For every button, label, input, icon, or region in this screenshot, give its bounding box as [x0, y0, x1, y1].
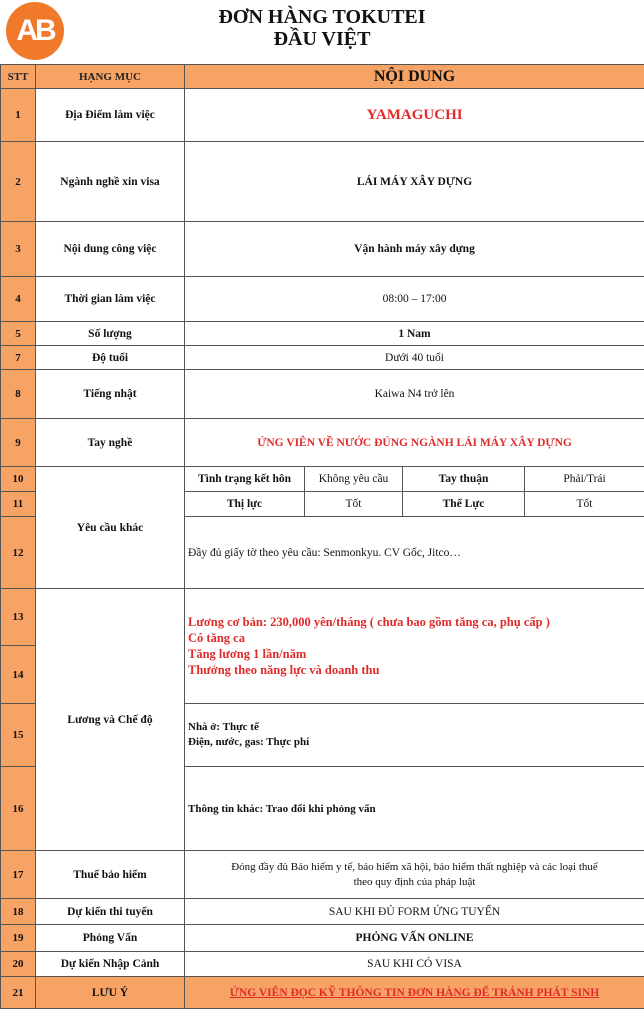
- row-category: Độ tuổi: [36, 346, 185, 370]
- vision-label: Thị lực: [185, 492, 305, 517]
- table-row: [1, 89, 644, 142]
- vision-value: Tốt: [305, 492, 403, 517]
- physical-label: Thể Lực: [403, 492, 525, 517]
- table-row: [1, 467, 644, 492]
- row-category: Thuế bảo hiểm: [36, 851, 185, 899]
- marital-status-label: Tình trạng kết hôn: [185, 467, 305, 492]
- salary-raise-line: Tăng lương 1 lần/năm: [188, 647, 307, 661]
- row-category: Dự kiến thi tuyển: [36, 899, 185, 925]
- logo-text: AB: [16, 14, 54, 47]
- table-row: [1, 589, 644, 646]
- row-category: LƯU Ý: [36, 977, 185, 1009]
- insurance-line-1: Đóng đầy đủ Bảo hiểm y tế, bảo hiểm xã hội, bảo hiểm thất nghiệp và các loại thuế: [231, 860, 598, 873]
- row-category: Ngành nghề xin visa: [36, 142, 185, 222]
- japanese-level-value: Kaiwa N4 trở lên: [185, 370, 644, 419]
- row-stt: 13: [1, 589, 36, 646]
- entry-date-value: SAU KHI CÓ VISA: [185, 952, 644, 977]
- header-category: HẠNG MỤC: [36, 65, 185, 89]
- row-category: Nội dung công việc: [36, 222, 185, 277]
- insurance-line-2: theo quy định của pháp luật: [353, 875, 476, 888]
- table-row: [1, 925, 644, 952]
- interview-value: PHỎNG VẤN ONLINE: [185, 925, 644, 952]
- row-stt: 11: [1, 492, 36, 517]
- row-stt: 15: [1, 704, 36, 767]
- dominant-hand-label: Tay thuận: [403, 467, 525, 492]
- required-documents-value: Đầy đủ giấy tờ theo yêu cầu: Senmonkyu. CV Gốc, Jitco…: [185, 517, 644, 589]
- row-category: Địa Điểm làm việc: [36, 89, 185, 142]
- row-stt: 2: [1, 142, 36, 222]
- row-stt: 8: [1, 370, 36, 419]
- table-row: [1, 142, 644, 222]
- table-row: [1, 419, 644, 467]
- row-stt: 14: [1, 646, 36, 704]
- utilities-line: Điện, nước, gas: Thực phí: [188, 736, 310, 748]
- job-content-value: Vận hành máy xây dựng: [185, 222, 644, 277]
- row-stt: 18: [1, 899, 36, 925]
- quantity-value: 1 Nam: [185, 322, 644, 346]
- dominant-hand-value: Phải/Trái: [525, 467, 644, 492]
- row-category: Tay nghề: [36, 419, 185, 467]
- bonus-line: Thưởng theo năng lực và doanh thu: [188, 663, 380, 677]
- row-category: Phỏng Vấn: [36, 925, 185, 952]
- header-stt: STT: [1, 65, 36, 89]
- table-row: [1, 322, 644, 346]
- housing-details: [185, 704, 644, 767]
- physical-value: Tốt: [525, 492, 644, 517]
- insurance-value: [185, 851, 644, 899]
- exam-schedule-value: SAU KHI ĐỦ FORM ỨNG TUYỂN: [185, 899, 644, 925]
- work-location-value: YAMAGUCHI: [185, 89, 644, 142]
- row-category: Số lượng: [36, 322, 185, 346]
- skill-value: ỨNG VIÊN VỀ NƯỚC ĐÚNG NGÀNH LÁI MÁY XÂY DỰNG: [185, 419, 644, 467]
- row-stt: 17: [1, 851, 36, 899]
- salary-category: Lương và Chế độ: [36, 589, 185, 851]
- marital-status-value: Không yêu cầu: [305, 467, 403, 492]
- row-stt: 16: [1, 767, 36, 851]
- table-row: [1, 222, 644, 277]
- table-row: [1, 277, 644, 322]
- page-title: [0, 6, 644, 50]
- row-stt: 1: [1, 89, 36, 142]
- job-order-table: [0, 64, 644, 1009]
- table-row: [1, 370, 644, 419]
- row-stt: 10: [1, 467, 36, 492]
- row-stt: 7: [1, 346, 36, 370]
- table-row: [1, 851, 644, 899]
- table-row: [1, 899, 644, 925]
- age-value: Dưới 40 tuổi: [185, 346, 644, 370]
- row-stt: 3: [1, 222, 36, 277]
- row-stt: 12: [1, 517, 36, 589]
- table-row: [1, 346, 644, 370]
- row-stt: 20: [1, 952, 36, 977]
- row-category: Dự kiến Nhập Cảnh: [36, 952, 185, 977]
- other-requirements-category: Yêu cầu khác: [36, 467, 185, 589]
- row-category: Thời gian làm việc: [36, 277, 185, 322]
- row-stt: 4: [1, 277, 36, 322]
- visa-occupation-value: LÁI MÁY XÂY DỰNG: [185, 142, 644, 222]
- housing-line: Nhà ở: Thực tế: [188, 721, 259, 733]
- table-row: [1, 977, 644, 1009]
- working-hours-value: 08:00 – 17:00: [185, 277, 644, 322]
- row-stt: 19: [1, 925, 36, 952]
- salary-details: [185, 589, 644, 704]
- basic-salary-line: Lương cơ bản: 230,000 yên/tháng ( chưa bao gồm tăng ca, phụ cấp ): [188, 615, 550, 629]
- row-stt: 5: [1, 322, 36, 346]
- overtime-line: Có tăng ca: [188, 631, 245, 645]
- table-header-row: [1, 65, 644, 89]
- other-info-value: Thông tin khác: Trao đổi khi phỏng vấn: [185, 767, 644, 851]
- row-stt: 21: [1, 977, 36, 1009]
- table-row: [1, 952, 644, 977]
- row-stt: 9: [1, 419, 36, 467]
- header-content: NỘI DUNG: [185, 65, 644, 89]
- title-line-2: ĐẦU VIỆT: [273, 28, 371, 50]
- row-category: Tiếng nhật: [36, 370, 185, 419]
- note-value: ỨNG VIÊN ĐỌC KỸ THÔNG TIN ĐƠN HÀNG ĐỂ TRÁNH PHÁT SINH: [185, 977, 644, 1009]
- title-line-1: ĐƠN HÀNG TOKUTEI: [218, 6, 426, 28]
